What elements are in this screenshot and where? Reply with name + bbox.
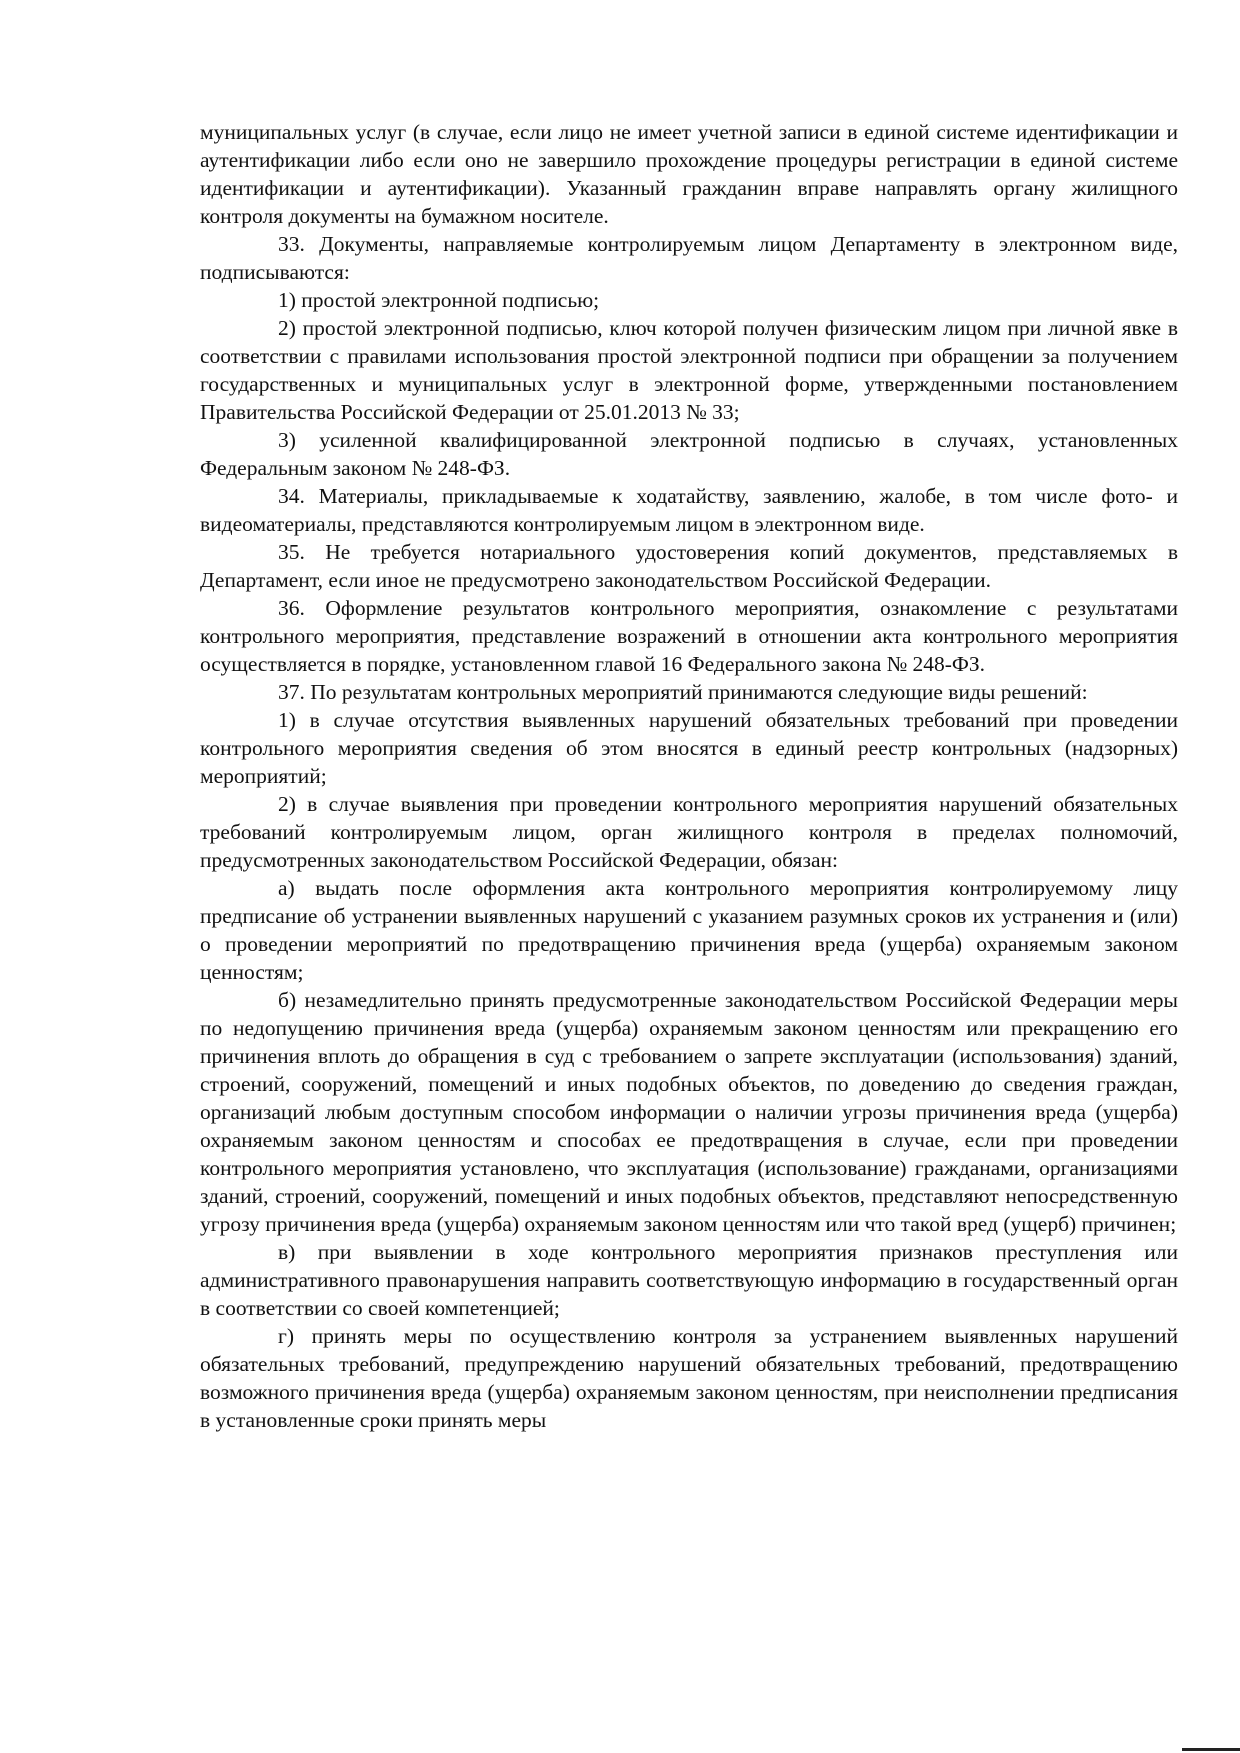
paragraph-continuation: муниципальных услуг (в случае, если лицо не имеет учетной записи в единой системе идентификации и аутентификации либо если оно не завершило прохождение процедуры регистрации в единой системе идентификации и аутентификации). Указанный гражданин вправе направлять органу жилищного контроля документы на бумажном носителе.: [200, 120, 1178, 228]
paragraph-37-item-2: 2) в случае выявления при проведении контрольного мероприятия нарушений обязательных требований контролируемым лицом, орган жилищного контроля в пределах полномочий, предусмотренных законодательством Российской Федерации, обязан:: [200, 792, 1178, 872]
paragraph-34: 34. Материалы, прикладываемые к ходатайству, заявлению, жалобе, в том числе фото- и видеоматериалы, представляются контролируемым лицом в электронном виде.: [200, 484, 1178, 536]
paragraph-33-item-1: 1) простой электронной подписью;: [278, 288, 600, 312]
document-page: [200, 118, 1178, 1434]
paragraph-36: 36. Оформление результатов контрольного мероприятия, ознакомление с результатами контрольного мероприятия, представление возражений в отношении акта контрольного мероприятия осуществляется в порядке, установленном главой 16 Федерального закона № 248-ФЗ.: [200, 596, 1178, 676]
paragraph-35: 35. Не требуется нотариального удостоверения копий документов, представляемых в Департамент, если иное не предусмотрено законодательством Российской Федерации.: [200, 540, 1178, 592]
paragraph-33-item-2: 2) простой электронной подписью, ключ которой получен физическим лицом при личной явке в соответствии с правилами использования простой электронной подписи при обращении за получением государственных и муниципальных услуг в электронной форме, утвержденными постановлением Правительства Российской Федерации от 25.01.2013 № 33;: [200, 316, 1178, 424]
paragraph-37: 37. По результатам контрольных мероприятий принимаются следующие виды решений:: [278, 680, 1088, 704]
page-edge-mark: [1182, 1748, 1240, 1751]
paragraph-33: 33. Документы, направляемые контролируемым лицом Департаменту в электронном виде, подписываются:: [200, 232, 1178, 284]
paragraph-33-item-3: 3) усиленной квалифицированной электронной подписью в случаях, установленных Федеральным законом № 248-ФЗ.: [200, 428, 1178, 480]
paragraph-37-item-2-d: г) принять меры по осуществлению контроля за устранением выявленных нарушений обязательных требований, предупреждению нарушений обязательных требований, предотвращению возможного причинения вреда (ущерба) охраняемым законом ценностям, при неисполнении предписания в установленные сроки принять меры: [200, 1324, 1178, 1432]
paragraph-37-item-2-a: а) выдать после оформления акта контрольного мероприятия контролируемому лицу предписание об устранении выявленных нарушений с указанием разумных сроков их устранения и (или) о проведении мероприятий по предотвращению причинения вреда (ущерба) охраняемым законом ценностям;: [200, 876, 1178, 984]
paragraph-37-item-1: 1) в случае отсутствия выявленных нарушений обязательных требований при проведении контрольного мероприятия сведения об этом вносятся в единый реестр контрольных (надзорных) мероприятий;: [200, 708, 1178, 788]
paragraph-37-item-2-b: б) незамедлительно принять предусмотренные законодательством Российской Федерации меры по недопущению причинения вреда (ущерба) охраняемым законом ценностям или прекращению его причинения вплоть до обращения в суд с требованием о запрете эксплуатации (использования) зданий, строений, сооружений, помещений и иных подобных объектов, по доведению до сведения граждан, организаций любым доступным способом информации о наличии угрозы причинения вреда (ущерба) охраняемым законом ценностям и способах ее предотвращения в случае, если при проведении контрольного мероприятия установлено, что эксплуатация (использование) гражданами, организациями зданий, строений, сооружений, помещений и иных подобных объектов, представляют непосредственную угрозу причинения вреда (ущерба) охраняемым законом ценностям или что такой вред (ущерб) причинен;: [200, 988, 1178, 1236]
paragraph-37-item-2-c: в) при выявлении в ходе контрольного мероприятия признаков преступления или административного правонарушения направить соответствующую информацию в государственный орган в соответствии со своей компетенцией;: [200, 1240, 1178, 1320]
